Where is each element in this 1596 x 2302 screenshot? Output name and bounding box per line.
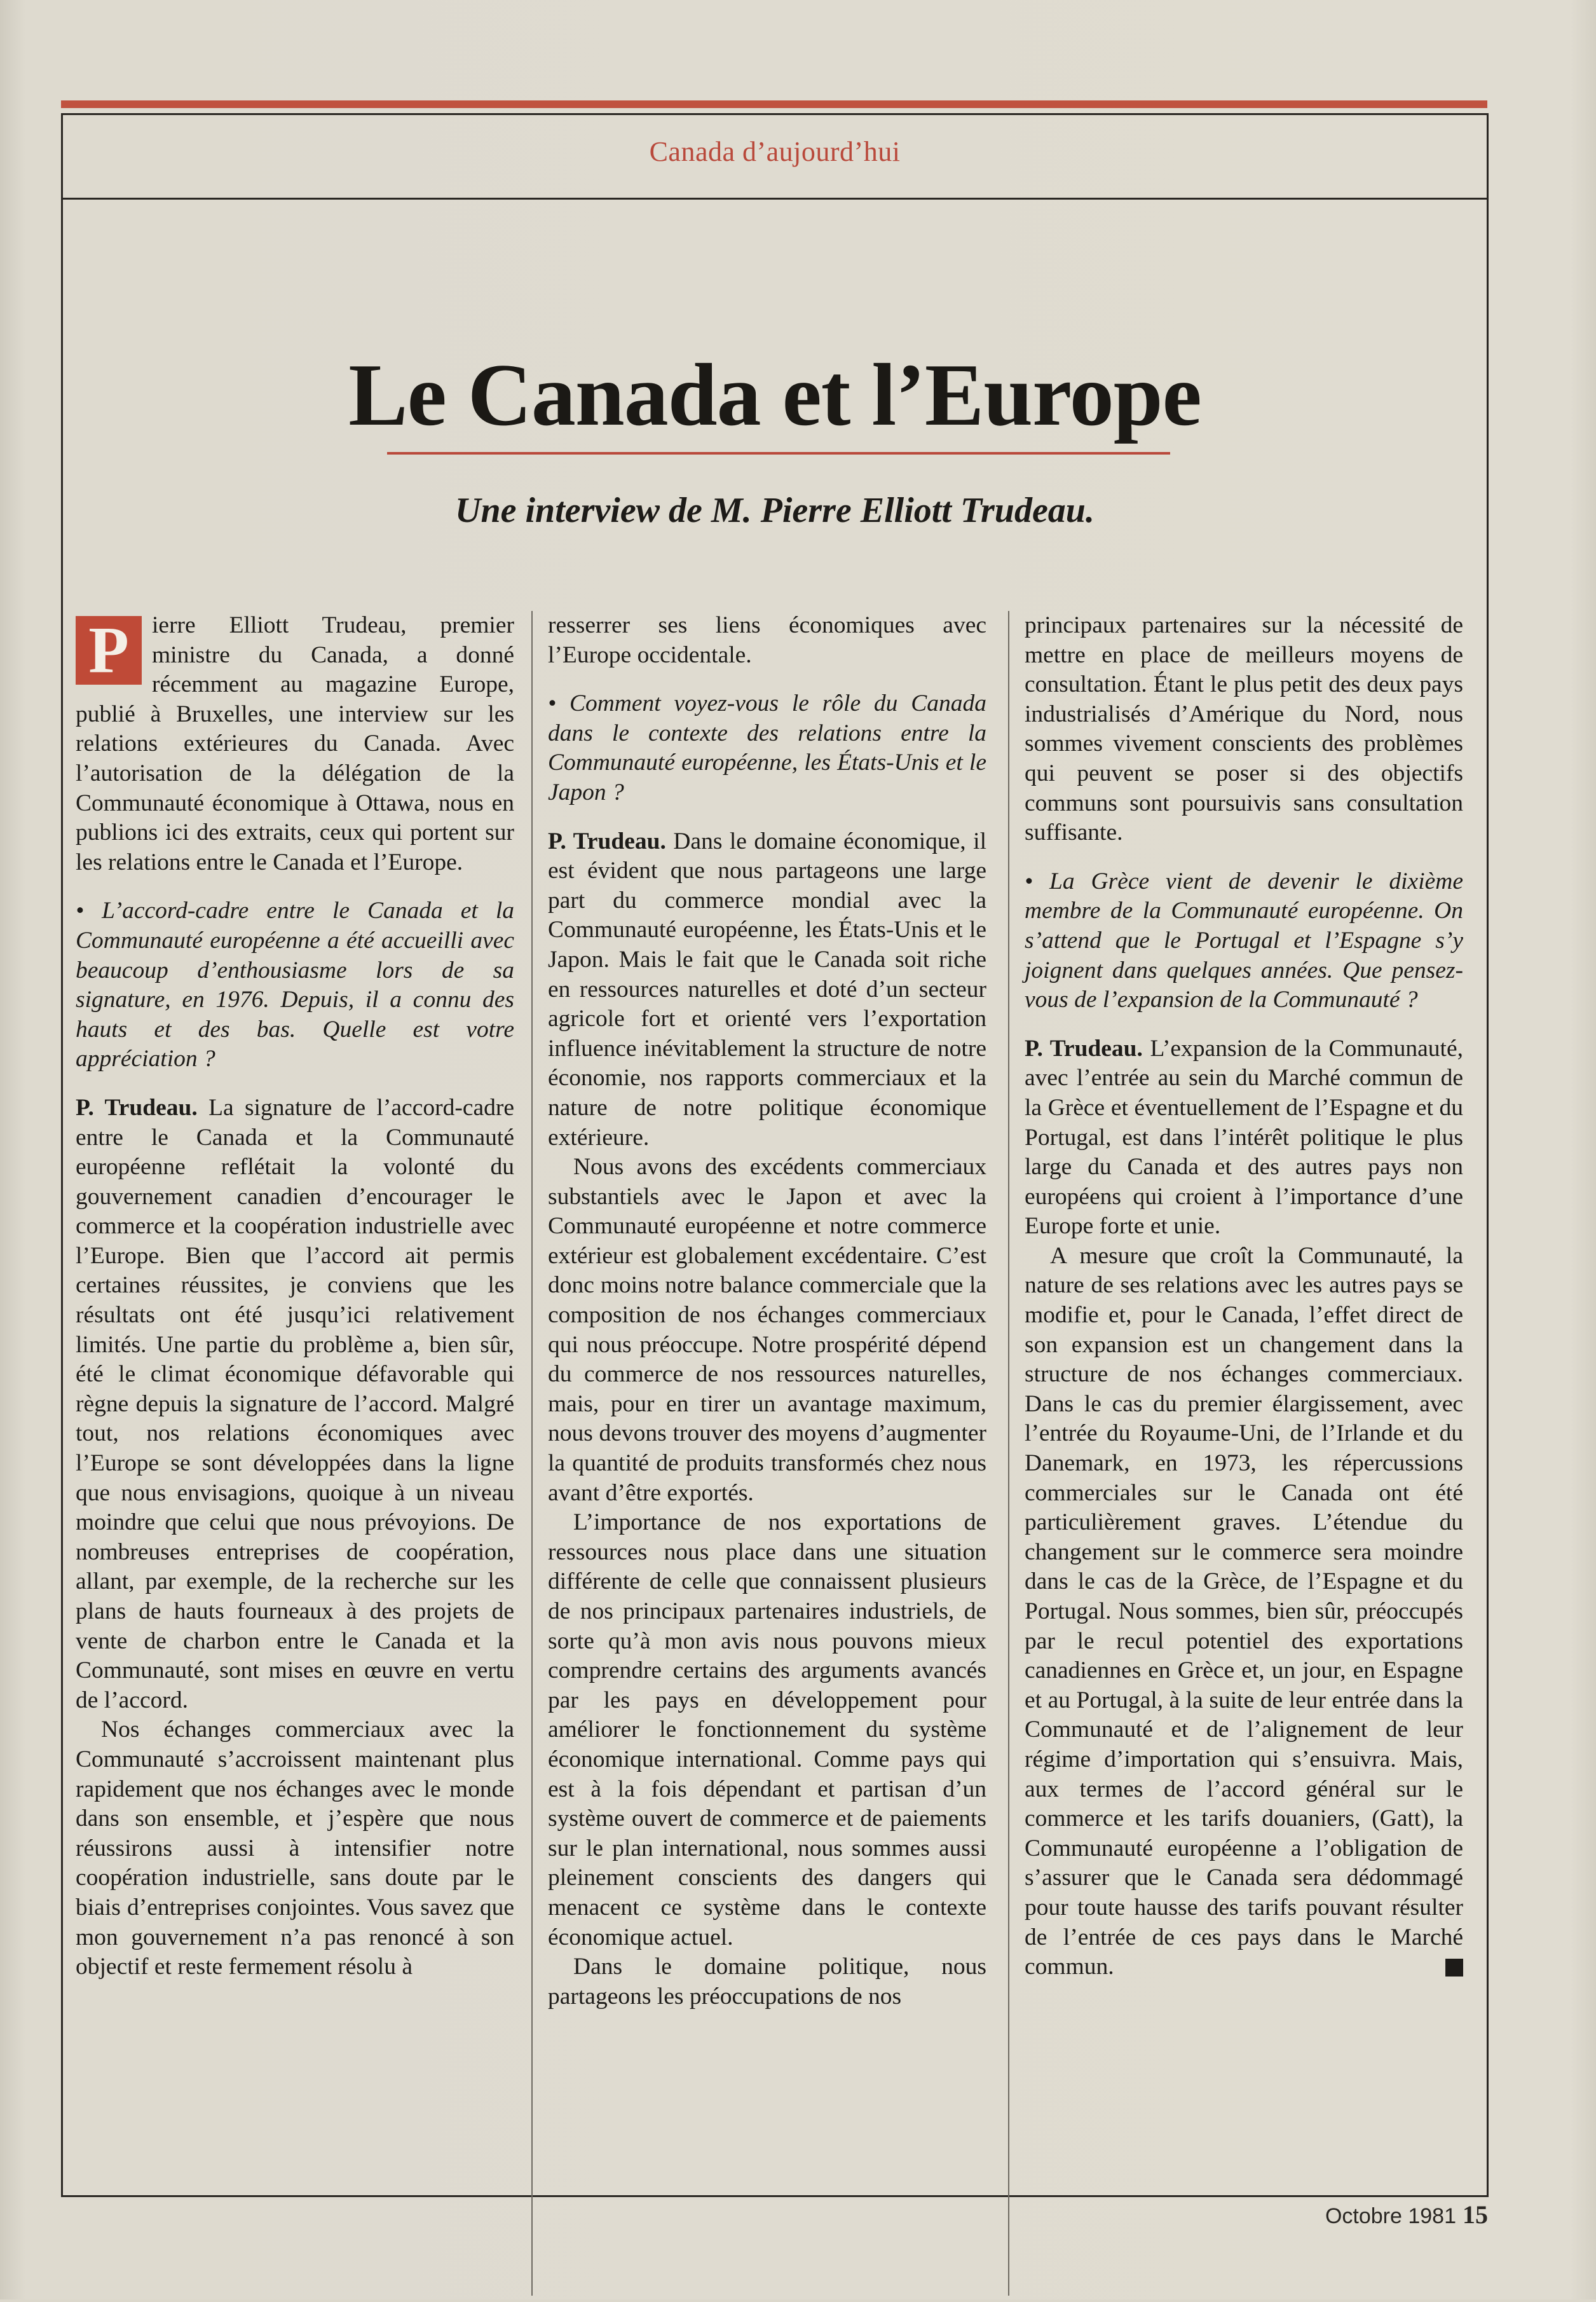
question-3: • La Grèce vient de devenir le dixième membre de la Communauté européenne. On s’attend que le Portugal et l’Espagne s’y joignent dans quelques années. Que pensez-vous de l’expansion de la Communauté ?	[1025, 868, 1463, 1013]
answer-label: P. Trudeau.	[548, 828, 666, 854]
continued-paragraph: principaux partenaires sur la nécessité de mettre en place de meilleurs moyens de consultation. Étant le plus petit des deux pays industrialisés d’Amérique du Nord, nous sommes vivement conscients des problèmes qui peuvent se poser si des objectifs communs sont poursuivis sans consultation suffisante.	[1025, 612, 1463, 846]
answer-text: Dans le domaine économique, il est évident que nous partageons une large part du commerce mondial avec la Communauté européenne, les États-Unis et le Japon. Mais le fait que le Canada soit riche en ressources naturelles et doté d’un secteur agricole fort et orienté vers l’exportation influence inévitablement la structure de notre économie, nos rapports commerciaux et la nature de notre politique économique extérieure.	[548, 828, 986, 1151]
end-of-article-mark	[1445, 1959, 1463, 1977]
paragraph: Nous avons des excédents commerciaux substantiels avec le Japon et avec la Communauté européenne et notre commerce extérieur est globalement excédentaire. C’est donc moins notre balance commerciale que la composition de nos échanges commerciaux qui nous préoccupe. Notre prospérité dépend du commerce de nos ressources naturelles, mais, pour en tirer un avantage maximum, nous devons trouver des moyens d’augmenter la quantité de produits transformés chez nous avant d’être exportés.	[548, 1154, 986, 1506]
question-1: • L’accord-cadre entre le Canada et la Communauté européenne a été accueilli avec beaucoup d’enthousiasme lors de sa signature, en 1976. Depuis, il a connu des hauts et des bas. Quelle est votre appréciation ?	[76, 898, 514, 1072]
article-title: Le Canada et l’Europe	[348, 346, 1201, 444]
issue-date: Octobre 1981	[1325, 2204, 1456, 2228]
answer-label: P. Trudeau.	[76, 1094, 198, 1121]
page-frame	[61, 113, 1489, 2197]
column-1	[76, 611, 514, 2302]
article-subtitle: Une interview de M. Pierre Elliott Trudeau.	[455, 491, 1095, 530]
paragraph: Dans le domaine politique, nous partageons les préoccupations de nos	[548, 1954, 986, 2010]
column-3	[1025, 611, 1463, 2302]
continued-paragraph: resserrer ses liens économiques avec l’Europe occidentale.	[548, 612, 986, 668]
page-footer	[1325, 2200, 1488, 2230]
paragraph-text: A mesure que croît la Communauté, la nature de ses relations avec les autres pays se modifie et, pour le Canada, l’effet direct de son expansion est un changement dans la structure de nos échanges commerciaux. Dans le cas du premier élargissement, avec l’entrée du Royaume-Uni, de l’Irlande et du Danemark, en 1973, les répercussions commerciales sur le Canada ont été particulièrement graves. L’étendue du changement sur le commerce sera moindre dans le cas de la Grèce, de l’Espagne et du Portugal. Nous sommes, bien sûr, préoccupés par le recul potentiel des exportations canadiennes en Grèce et, un jour, en Espagne et au Portugal, à la suite de leur entrée dans la Communauté et de l’alignement de leur régime d’importation qui s’ensuivra. Mais, aux termes de l’accord général sur le commerce et les tarifs douaniers, (Gatt), la Communauté européenne a l’obligation de s’assurer que le Canada sera dédommagé pour toute hausse des tarifs pouvant résulter de l’entrée de ces pays dans le Marché commun.	[1025, 1242, 1463, 1980]
question-2: • Comment voyez-vous le rôle du Canada dans le contexte des relations entre la Communauté européenne, les États-Unis et le Japon ?	[548, 690, 986, 805]
paragraph	[1025, 1242, 1463, 1982]
answer-text: L’expansion de la Communauté, avec l’entrée au sein du Marché commun de la Grèce et éventuellement de l’Espagne et du Portugal, est dans l’intérêt politique le plus large du Canada et des autres pays non européens qui croient à l’importance d’une Europe forte et unie.	[1025, 1035, 1463, 1240]
header-band	[63, 115, 1487, 200]
column-divider	[531, 611, 533, 2296]
drop-cap: P	[76, 616, 142, 685]
paragraph: Nos échanges commerciaux avec la Communauté s’accroissent maintenant plus rapidement que nos échanges avec le monde dans son ensemble, et j’espère que nous réussirons aussi à intensifier notre coopération industrielle, sans doute par le biais d’entreprises conjointes. Vous savez que mon gouvernement n’a pas renoncé à son objectif et reste fermement résolu à	[76, 1716, 514, 1980]
intro-paragraph	[76, 611, 514, 877]
title-rule	[387, 452, 1170, 455]
page-number: 15	[1463, 2200, 1488, 2229]
top-red-rule	[61, 100, 1487, 108]
column-divider	[1008, 611, 1009, 2296]
answer-label: P. Trudeau.	[1025, 1035, 1143, 1062]
answer-text: La signature de l’accord-cadre entre le Canada et la Communauté européenne reflétait la volonté du gouvernement canadien d’encourager le commerce et la coopération industrielle avec l’Europe. Bien que l’accord ait permis certaines réussites, je conviens que les résultats ont été jusqu’ici relativement limités. Une partie du problème a, bien sûr, été le climat économique défavorable qui règne depuis la signature de l’accord. Malgré tout, nos relations économiques avec l’Europe se sont développées dans la ligne que nous envisagions, quoique à un niveau moindre que celui que nous prévoyions. De nombreuses entreprises de coopération, allant, par exemple, de la recherche sur les plans de hauts fourneaux à des projets de vente de charbon entre le Canada et la Communauté, sont mises en œuvre en vertu de l’accord.	[76, 1094, 514, 1713]
answer-2	[548, 827, 986, 1153]
paragraph: L’importance de nos exportations de ressources nous place dans une situation différente de celle que connaissent plusieurs de nos principaux partenaires industriels, de sorte qu’à mon avis nous pouvons mieux comprendre certains des arguments avancés par les pays en développement pour améliorer le fonctionnement du système économique international. Comme pays qui est à la fois dépendant et partisan d’un système ouvert de commerce et de paiements sur le plan international, nous sommes aussi pleinement conscients des dangers qui menacent ce système dans le contexte économique actuel.	[548, 1509, 986, 1950]
running-head: Canada d’aujourd’hui	[649, 136, 901, 167]
answer-1	[76, 1093, 514, 1715]
answer-3	[1025, 1034, 1463, 1242]
intro-text: ierre Elliott Trudeau, premier ministre du Canada, a donné récemment au magazine Europe, publié à Bruxelles, une interview sur les relations extérieures du Canada. Avec l’autorisation de la délégation de la Communauté économique à Ottawa, nous en publions ici des extraits, ceux qui portent sur les relations entre le Canada et l’Europe.	[76, 612, 514, 875]
column-2	[548, 611, 986, 2302]
